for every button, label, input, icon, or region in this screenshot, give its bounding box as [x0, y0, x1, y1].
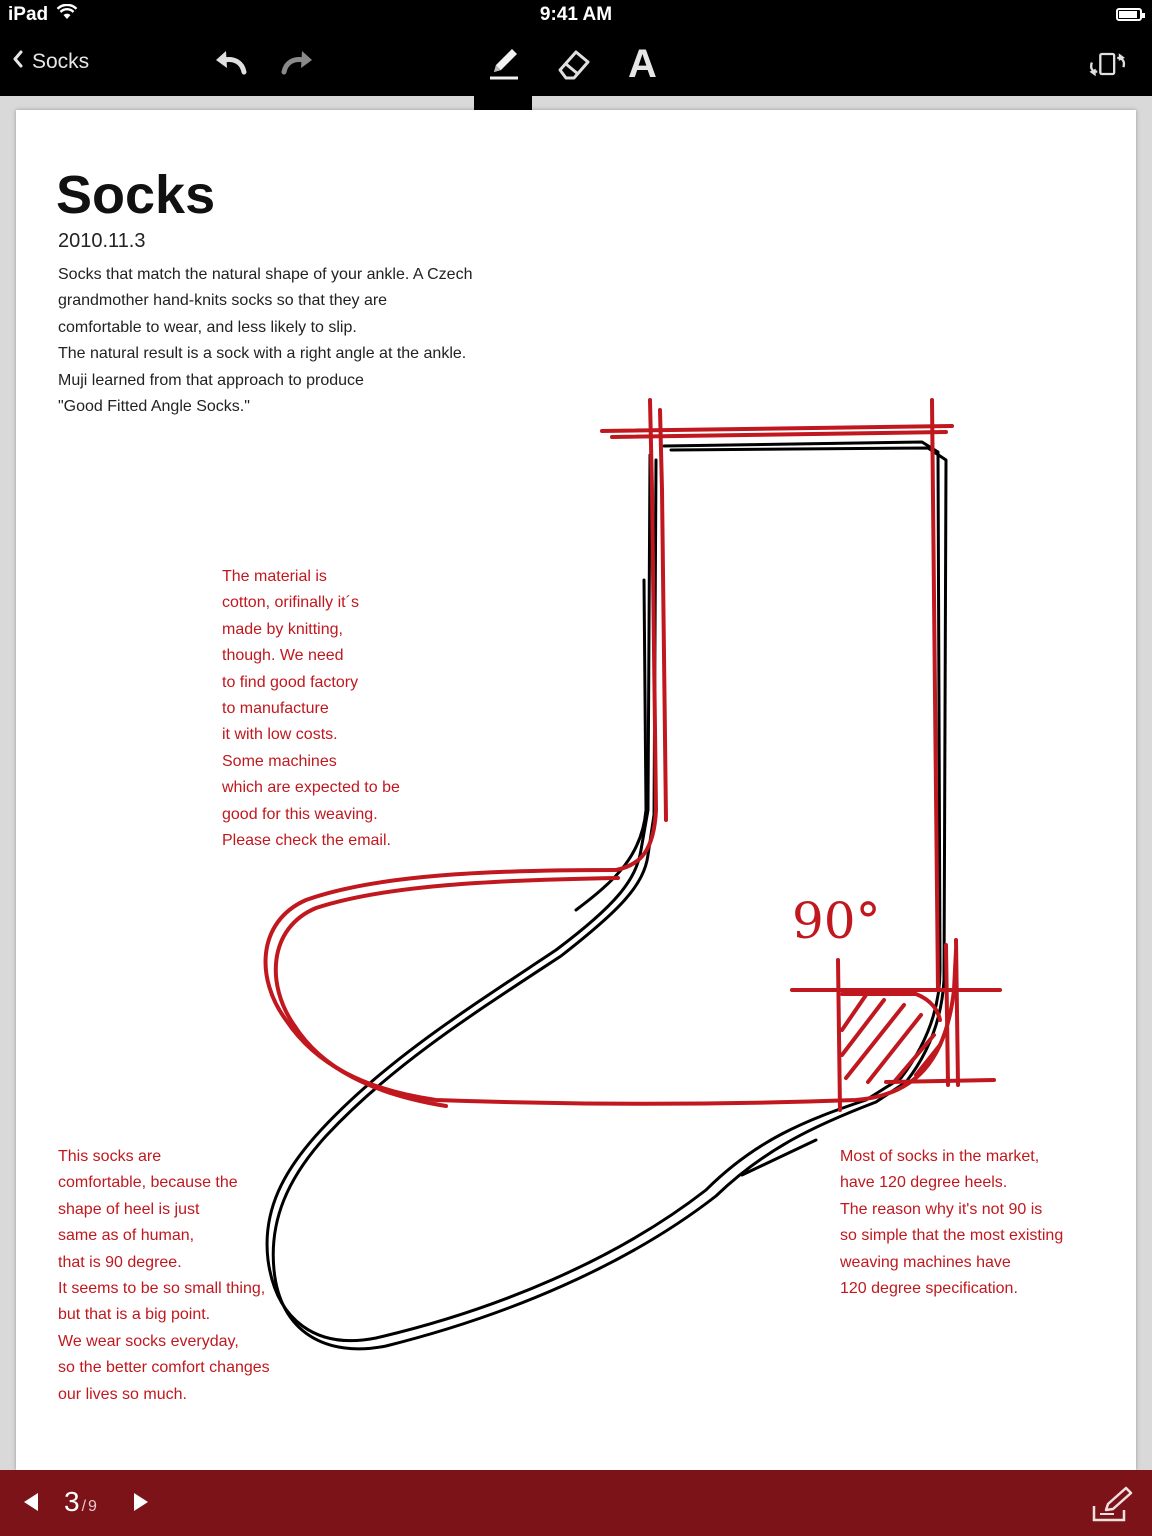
undo-button[interactable] — [210, 44, 250, 84]
device-name: iPad — [8, 4, 49, 25]
note-line: comfortable, because the — [58, 1174, 238, 1192]
eraser-tool-button[interactable] — [554, 44, 594, 84]
text-tool-button[interactable]: A — [628, 42, 657, 86]
rotate-button[interactable] — [1088, 44, 1140, 84]
note-line: We wear socks everyday, — [58, 1332, 239, 1350]
note-line: This socks are — [58, 1148, 162, 1165]
note-line: The material is — [222, 568, 327, 585]
note-line: 120 degree specification. — [840, 1280, 1018, 1298]
pen-icon — [484, 42, 524, 82]
back-label: Socks — [32, 50, 90, 73]
note-line: good for this weaving. — [222, 805, 378, 823]
note-comfort — [58, 1144, 270, 1408]
page-date: 2010.11.3 — [58, 230, 146, 252]
note-line: The reason why it's not 90 is — [840, 1200, 1043, 1218]
intro-text — [58, 262, 538, 420]
document-page — [16, 110, 1136, 1470]
note-line: weaving machines have — [840, 1253, 1011, 1271]
note-material — [222, 564, 400, 854]
note-line: cotton, orifinally it´s — [222, 594, 359, 612]
battery-icon — [1116, 8, 1142, 21]
note-line: that is 90 degree. — [58, 1253, 182, 1271]
note-line: Please check the email. — [222, 832, 391, 850]
undo-icon — [210, 44, 250, 84]
note-line: which are expected to be — [222, 779, 400, 797]
note-line: to find good factory — [222, 673, 359, 691]
note-line: our lives so much. — [58, 1385, 187, 1403]
angle-label: 90° — [792, 892, 881, 950]
next-page-button[interactable] — [134, 1493, 148, 1511]
total-pages: 9 — [88, 1498, 97, 1515]
back-button[interactable] — [12, 50, 89, 74]
redo-button[interactable] — [278, 44, 318, 84]
note-line: made by knitting, — [222, 620, 343, 638]
bottom-bar — [0, 1470, 1152, 1536]
note-line: it with low costs. — [222, 726, 338, 744]
note-market — [840, 1144, 1063, 1302]
note-line: Most of socks in the market, — [840, 1148, 1040, 1165]
note-line: have 120 degree heels. — [840, 1174, 1008, 1192]
note-line: so simple that the most existing — [840, 1227, 1064, 1245]
note-line: though. We need — [222, 647, 344, 665]
prev-page-button[interactable] — [24, 1493, 38, 1511]
status-time: 9:41 AM — [539, 4, 613, 25]
page-indicator — [64, 1486, 97, 1518]
note-line: so the better comfort changes — [58, 1359, 270, 1377]
intro-line: "Good Fitted Angle Socks." — [58, 398, 250, 416]
note-line: Some machines — [222, 752, 337, 770]
note-line: shape of heel is just — [58, 1200, 200, 1218]
rotate-icon — [1088, 44, 1128, 84]
note-line: It seems to be so small thing, — [58, 1280, 266, 1298]
toolbar — [0, 30, 1152, 96]
chevron-left-icon — [12, 50, 24, 74]
status-bar — [0, 0, 1152, 30]
note-line: to manufacture — [222, 700, 329, 718]
note-line: but that is a big point. — [58, 1306, 211, 1324]
note-line: same as of human, — [58, 1227, 195, 1245]
pen-tool-button[interactable] — [484, 42, 524, 82]
page-separator: / — [81, 1498, 87, 1515]
intro-line: Muji learned from that approach to produce — [58, 371, 364, 389]
eraser-icon — [554, 44, 594, 84]
intro-line: grandmother hand-knits socks so that they are — [58, 292, 388, 310]
edit-note-icon — [1090, 1484, 1136, 1524]
current-page: 3 — [64, 1486, 80, 1517]
intro-line: The natural result is a sock with a right angle at the ankle. — [58, 345, 467, 363]
edit-button[interactable] — [1090, 1484, 1136, 1524]
page-title: Socks — [56, 165, 216, 225]
intro-line: Socks that match the natural shape of your ankle. A Czech — [58, 266, 473, 283]
intro-line: comfortable to wear, and less likely to slip. — [58, 318, 357, 336]
redo-icon — [278, 44, 318, 84]
